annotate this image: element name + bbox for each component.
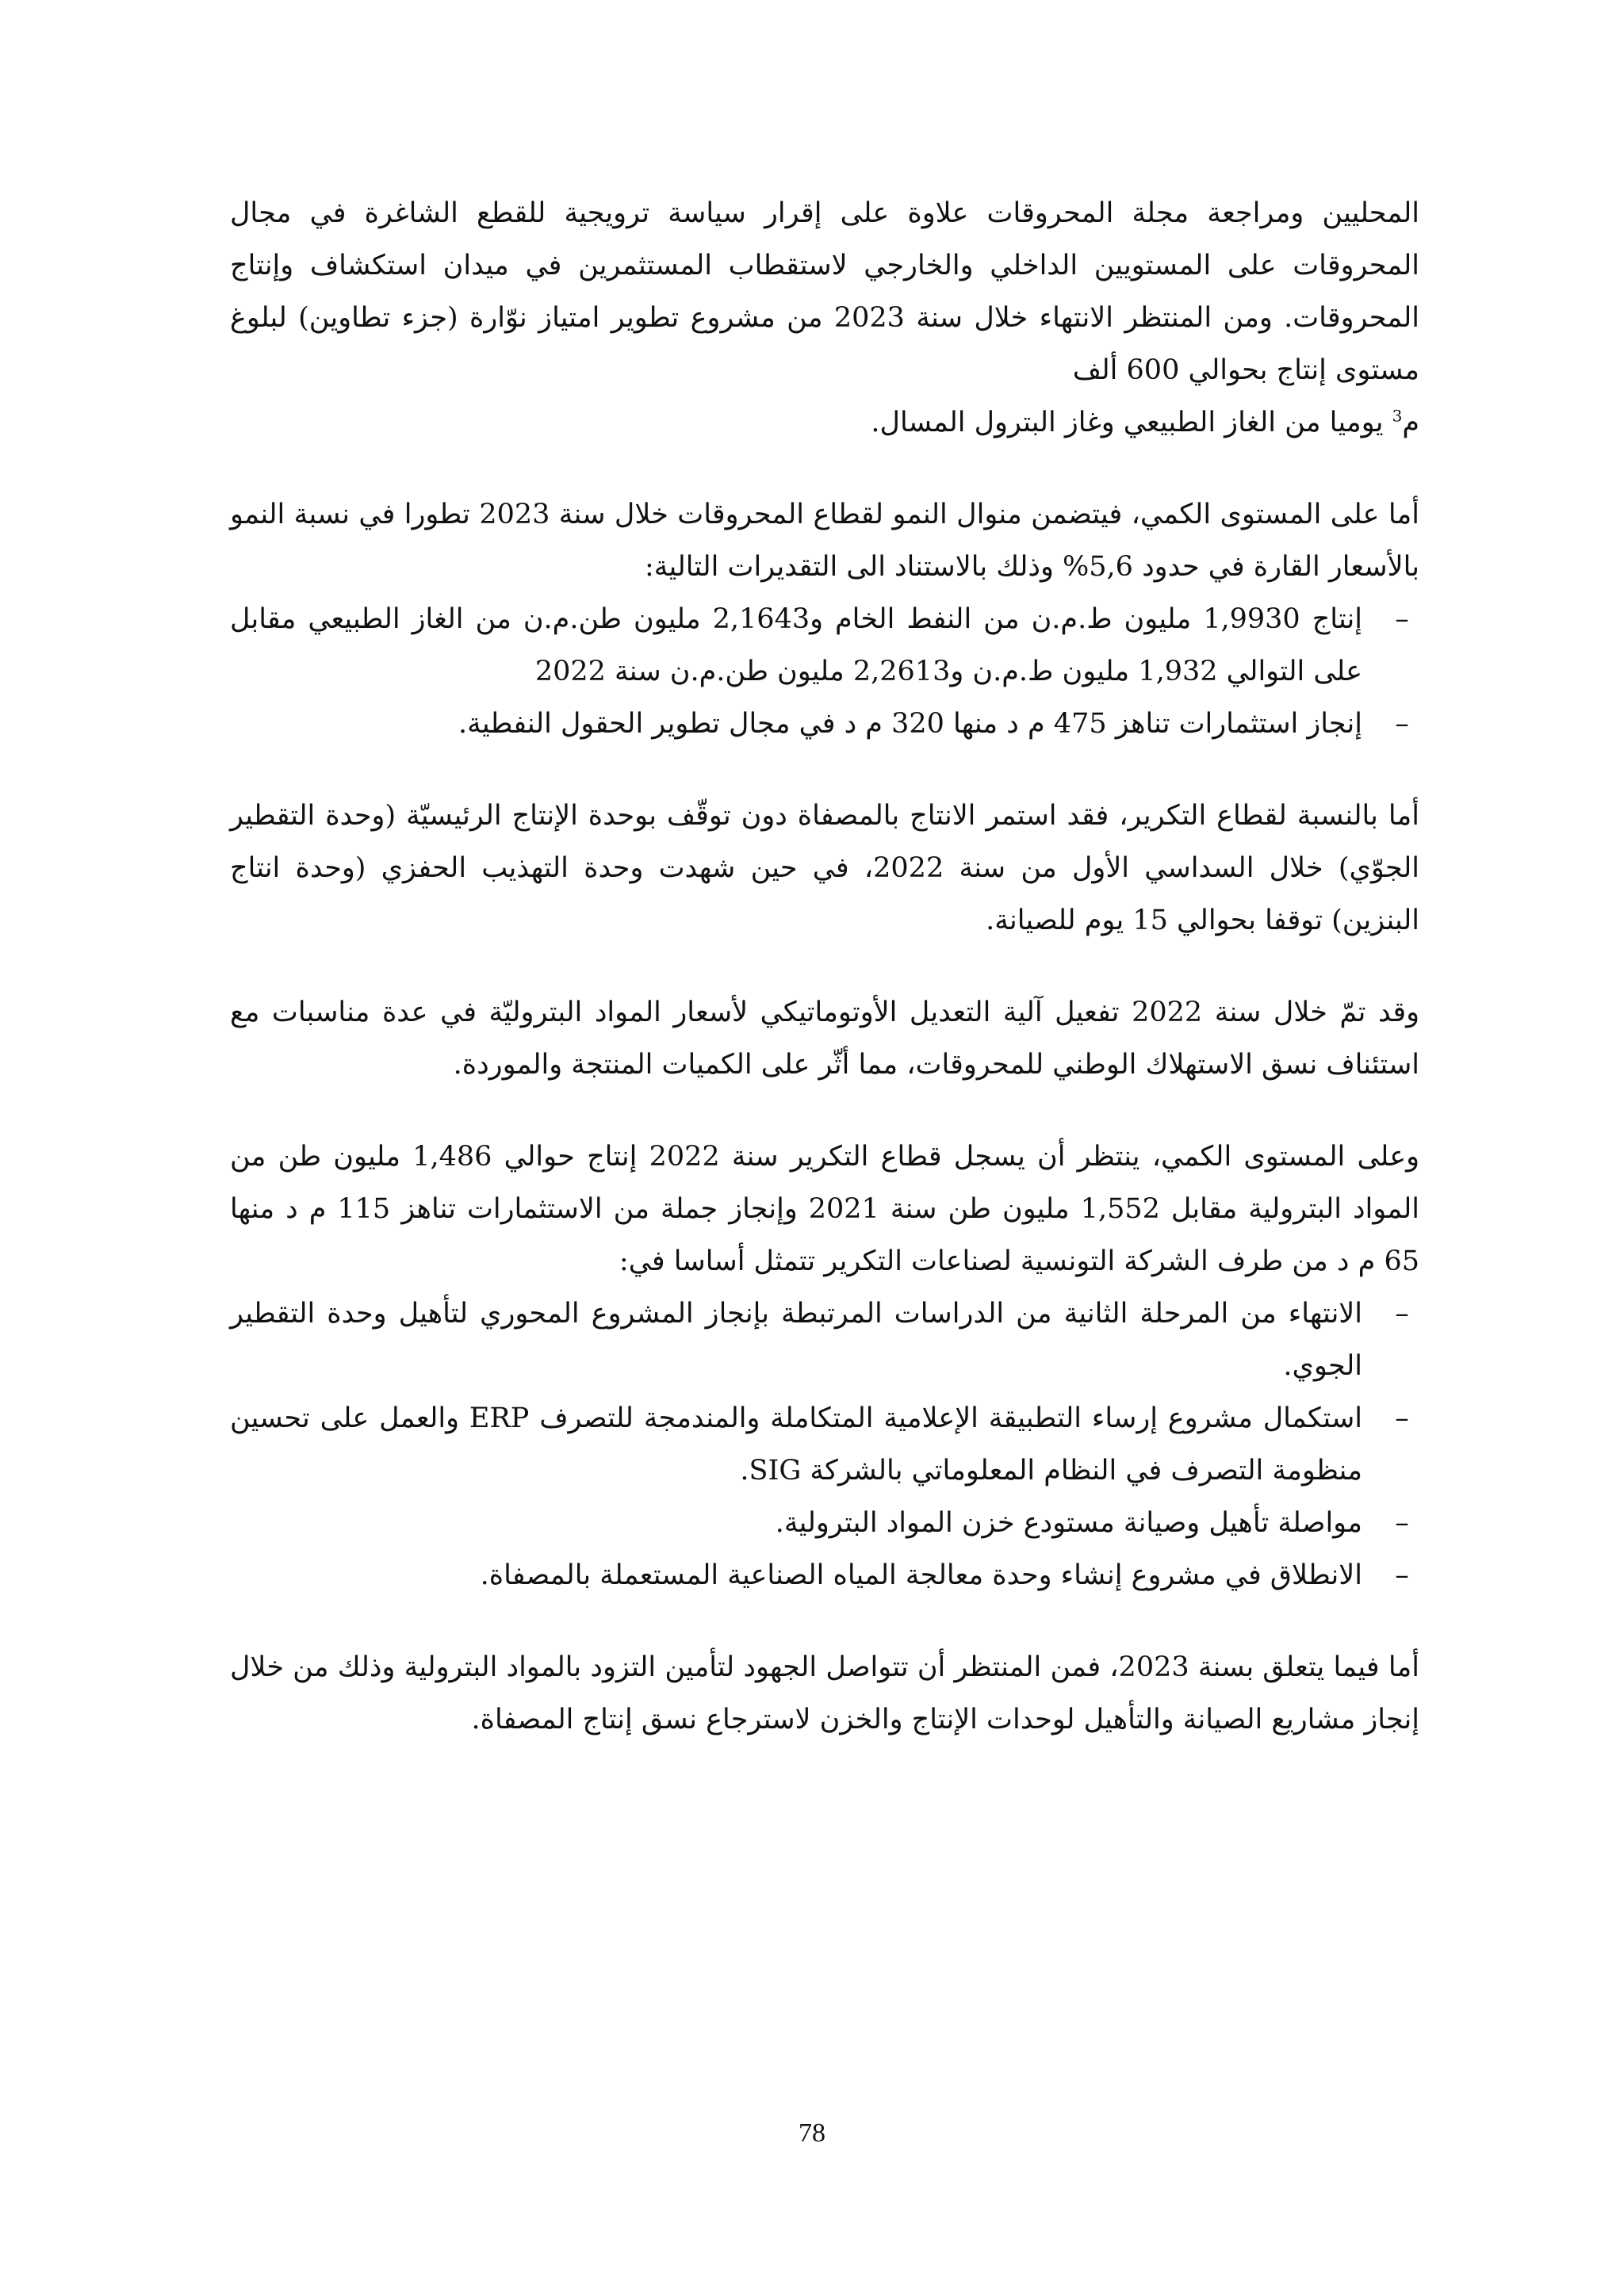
list-item-text: الانتهاء من المرحلة الثانية من الدراسات المرتبطة بإنجاز المشروع المحوري لتأهيل وحدة التقطير الجوي. [230,1298,1362,1382]
list-item-text: إنتاج 1,9930 مليون ط.م.ن من النفط الخام و2,1643 مليون طن.م.ن من الغاز الطبيعي مقابل على التوالي 1,932 مليون ط.م.ن و2,2613 مليون طن.م.ن سنة 2022 [230,603,1362,687]
bullet-dash: – [1395,603,1409,635]
paragraph-1 [230,187,1419,449]
paragraph-5: وعلى المستوى الكمي، ينتظر أن يسجل قطاع التكرير سنة 2022 إنتاج حوالي 1,486 مليون طن من المواد البترولية مقابل 1,552 مليون طن سنة 2021 وإنجاز جملة من الاستثمارات تناهز 115 م د منها 65 م د من طرف الشركة التونسية لصناعات التكرير تتمثل أساسا في: [230,1141,1420,1277]
paragraph-4: وقد تمّ خلال سنة 2022 تفعيل آلية التعديل الأوتوماتيكي لأسعار المواد البتروليّة في عدة مناسبات مع استئناف نسق الاستهلاك الوطني للمحروقات، مما أثّر على الكميات المنتجة والموردة. [230,997,1419,1081]
bullet-dash: – [1395,708,1409,740]
refining-projects-list [230,1288,1419,1601]
list-item-text: استكمال مشروع إرساء التطبيقة الإعلامية المتكاملة والمندمجة للتصرف ERP والعمل على تحسين منظومة التصرف في النظام المعلوماتي بالشركة SIG. [230,1402,1363,1487]
paragraph-3: أما بالنسبة لقطاع التكرير، فقد استمر الانتاج بالمصفاة دون توقّف بوحدة الإنتاج الرئيسيّة (وحدة التقطير الجوّي) خلال السداسي الأول من سنة 2022، في حين شهدت وحدة التهذيب الحفزي (وحدة انتاج البنزين) توقفا بحوالي 15 يوم للصيانة. [230,800,1419,936]
list-item [230,1392,1419,1497]
list-item [230,1288,1419,1392]
unit-exponent: 3 [1392,406,1403,426]
page-body [230,187,1419,1746]
bullet-dash: – [1395,1402,1409,1434]
bullet-dash: – [1395,1559,1409,1591]
list-item [230,1549,1419,1601]
list-item-text: الانطلاق في مشروع إنشاء وحدة معالجة المياه الصناعية المستعملة بالمصفاة. [480,1559,1362,1591]
paragraph-6: أما فيما يتعلق بسنة 2023، فمن المنتظر أن تتواصل الجهود لتأمين التزود بالمواد البترولية وذلك من خلال إنجاز مشاريع الصيانة والتأهيل لوحدات الإنتاج والخزن لاسترجاع نسق إنتاج المصفاة. [230,1651,1419,1735]
bullet-dash: – [1395,1298,1409,1330]
list-item [230,1497,1419,1549]
list-item [230,698,1419,750]
page-number: 78 [799,2118,825,2148]
production-forecast-list [230,593,1419,750]
list-item-text: إنجاز استثمارات تناهز 475 م د منها 320 م د في مجال تطوير الحقول النفطية. [458,708,1362,740]
list-item [230,593,1419,698]
unit-cubic-meter: م [1402,407,1419,438]
paragraph-1-text: المحليين ومراجعة مجلة المحروقات علاوة على إقرار سياسة ترويجية للقطع الشاغرة في مجال المحروقات على المستويين الداخلي والخارجي لاستقطاب المستثمرين في ميدان استكشاف وإنتاج المحروقات. ومن المنتظر الانتهاء خلال سنة 2023 من مشروع تطوير امتياز نوّارة (جزء تطاوين) لبلوغ مستوى إنتاج بحوالي 600 ألف [230,197,1419,386]
paragraph-1-tail: يوميا من الغاز الطبيعي وغاز البترول المسال. [871,407,1392,438]
paragraph-2: أما على المستوى الكمي، فيتضمن منوال النمو لقطاع المحروقات خلال سنة 2023 تطورا في نسبة النمو بالأسعار القارة في حدود 5,6% وذلك بالاستناد الى التقديرات التالية: [230,499,1420,583]
bullet-dash: – [1395,1507,1409,1539]
list-item-text: مواصلة تأهيل وصيانة مستودع خزن المواد البترولية. [775,1507,1362,1539]
